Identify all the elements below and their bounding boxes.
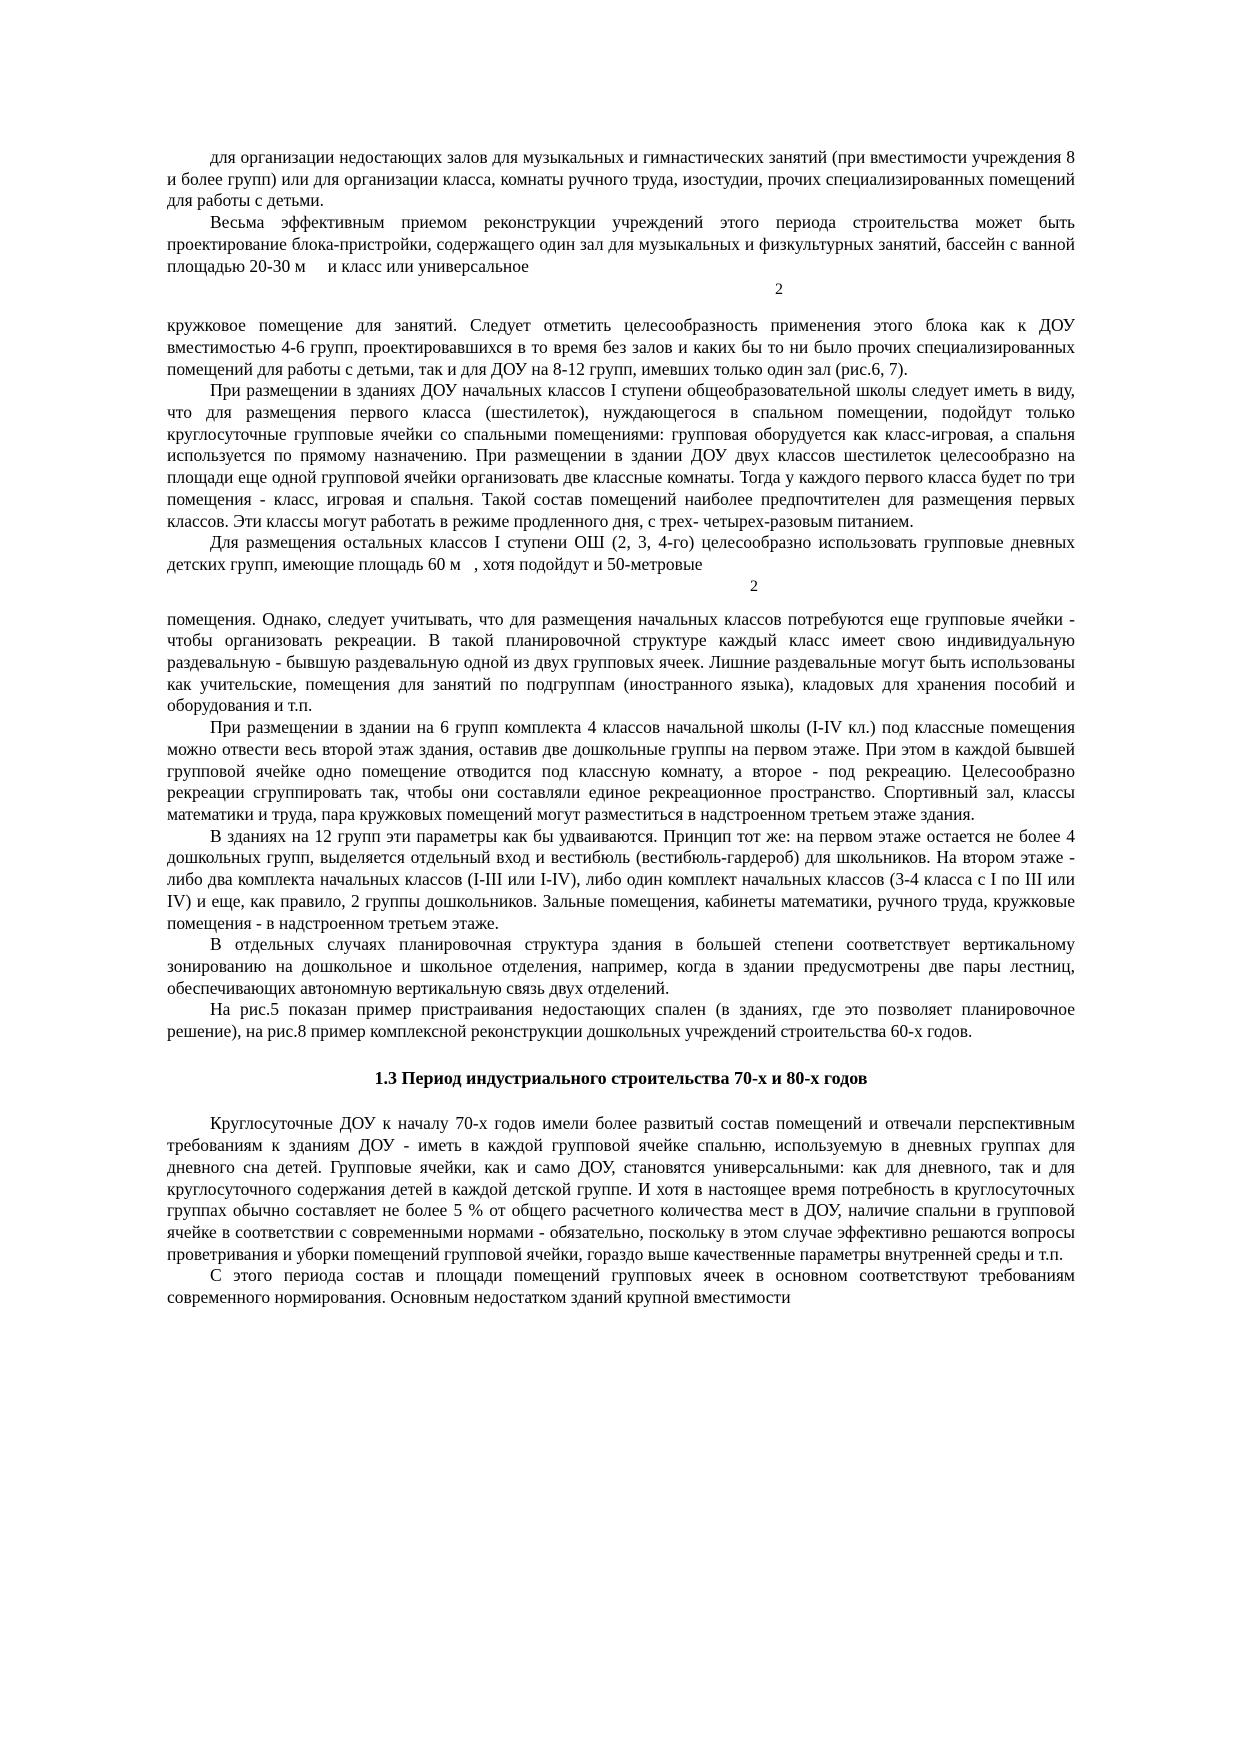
body-paragraph-9: В отдельных случаях планировочная структура здания в большей степени соответствует вертикальному зонированию на дошкольное и школьное отделения, например, когда в здании предусмотрены две пары лестниц, обеспечивающих автономную вертикальную связь двух отделений. bbox=[167, 934, 1075, 998]
superscript-2-line-2: 2 bbox=[750, 577, 758, 595]
body-paragraph-4: При размещении в зданиях ДОУ начальных классов I ступени общеобразовательной школы следует иметь в виду, что для размещения первого класса (шестилеток), нуждающегося в спальном помещении, подойдут только круглосуточные групповые ячейки со спальными помещениями: групповая оборудуется как класс-игровая, а спальня используется по прямому назначению. При размещении в здании ДОУ двух классов шестилеток целесообразно на площади еще одной групповой ячейки организовать две классные комнаты. Тогда у каждого первого класса будет по три помещения - класс, игровая и спальня. Такой состав помещений наиболее предпочтителен для размещения первых классов. Эти классы могут работать в режиме продленного дня, с трех- четырех-разовым питанием. bbox=[167, 380, 1075, 531]
body-paragraph-7: При размещении в здании на 6 групп комплекта 4 классов начальной школы (I-IV кл.) под классные помещения можно отвести весь второй этаж здания, оставив две дошкольные группы на первом этаже. При этом в каждой бывшей групповой ячейке одно помещение отводится под классную комнату, а второе - под рекреацию. Целесообразно рекреации сгруппировать так, чтобы они составляли единое рекреационное пространство. Спортивный зал, классы математики и труда, пара кружковых помещений могут разместиться в надстроенном третьем этаже здания. bbox=[167, 717, 1075, 824]
body-paragraph-3: кружковое помещение для занятий. Следует отметить целесообразность применения этого блока как к ДОУ вместимостью 4-6 групп, проектировавшихся в то время без залов и каких бы то ни было прочих специализированных помещений для работы с детьми, так и для ДОУ на 8-12 групп, имевших только один зал (рис.6, 7). bbox=[167, 315, 1075, 379]
body-paragraph-11: Круглосуточные ДОУ к началу 70-х годов имели более развитый состав помещений и отвечали перспективным требованиям к зданиям ДОУ - иметь в каждой групповой ячейке спальню, используемую в дневных группах для дневного сна детей. Групповые ячейки, как и само ДОУ, становятся универсальными: как для дневного, так и для круглосуточного содержания детей в каждой детской группе. И хотя в настоящее время потребность в круглосуточных группах обычно составляет не более 5 % от общего расчетного количества мест в ДОУ, наличие спальни в групповой ячейке в соответствии с современными нормами - обязательно, поскольку в этом случае эффективно решаются вопросы проветривания и уборки помещений групповой ячейки, гораздо выше качественные параметры внутренней среды и т.п. bbox=[167, 1113, 1075, 1264]
superscript-2-line-1: 2 bbox=[775, 281, 783, 299]
body-paragraph-5: Для размещения остальных классов I ступени ОШ (2, 3, 4-го) целесообразно использовать групповые дневных детских групп, имеющие площадь 60 м , хотя подойдут и 50-метровые bbox=[167, 532, 1075, 574]
body-paragraph-10: На рис.5 показан пример пристраивания недостающих спален (в зданиях, где это позволяет планировочное решение), на рис.8 пример комплексной реконструкции дошкольных учреждений строительства 60-х годов. bbox=[167, 999, 1075, 1042]
body-paragraph-12: С этого периода состав и площади помещений групповых ячеек в основном соответствуют требованиям современного нормирования. Основным недостатком зданий крупной вместимости bbox=[167, 1265, 1075, 1308]
section-heading: 1.3 Период индустриального строительства 70-х и 80-х годов bbox=[374, 1067, 868, 1088]
body-paragraph-2: Весьма эффективным приемом реконструкции учреждений этого периода строительства может быть проектирование блока-пристройки, содержащего один зал для музыкальных и физкультурных занятий, бассейн с ванной площадью 20-30 м и класс или универсальное bbox=[167, 212, 1075, 276]
body-paragraph-1: для организации недостающих залов для музыкальных и гимнастических занятий (при вместимости учреждения 8 и более групп) или для организации класса, комнаты ручного труда, изостудии, прочих специализированных помещений для работы с детьми. bbox=[167, 147, 1075, 211]
body-paragraph-8: В зданиях на 12 групп эти параметры как бы удваиваются. Принцип тот же: на первом этаже остается не более 4 дошкольных групп, выделяется отдельный вход и вестибюль (вестибюль-гардероб) для школьников. На втором этаже - либо два комплекта начальных классов (I-III или I-IV), либо один комплект начальных классов (3-4 класса с I по III или IV) и еще, как правило, 2 группы дошкольников. Зальные помещения, кабинеты математики, ручного труда, кружковые помещения - в надстроенном третьем этаже. bbox=[167, 825, 1075, 933]
body-paragraph-6: помещения. Однако, следует учитывать, что для размещения начальных классов потребуются еще групповые ячейки - чтобы организовать рекреации. В такой планировочной структуре каждый класс имеет свою индивидуальную раздевальную - бывшую раздевальную одной из двух групповых ячеек. Лишние раздевальные могут быть использованы как учительские, помещения для занятий по подгруппам (иностранного языка), кладовых для хранения пособий и оборудования и т.п. bbox=[167, 608, 1075, 716]
